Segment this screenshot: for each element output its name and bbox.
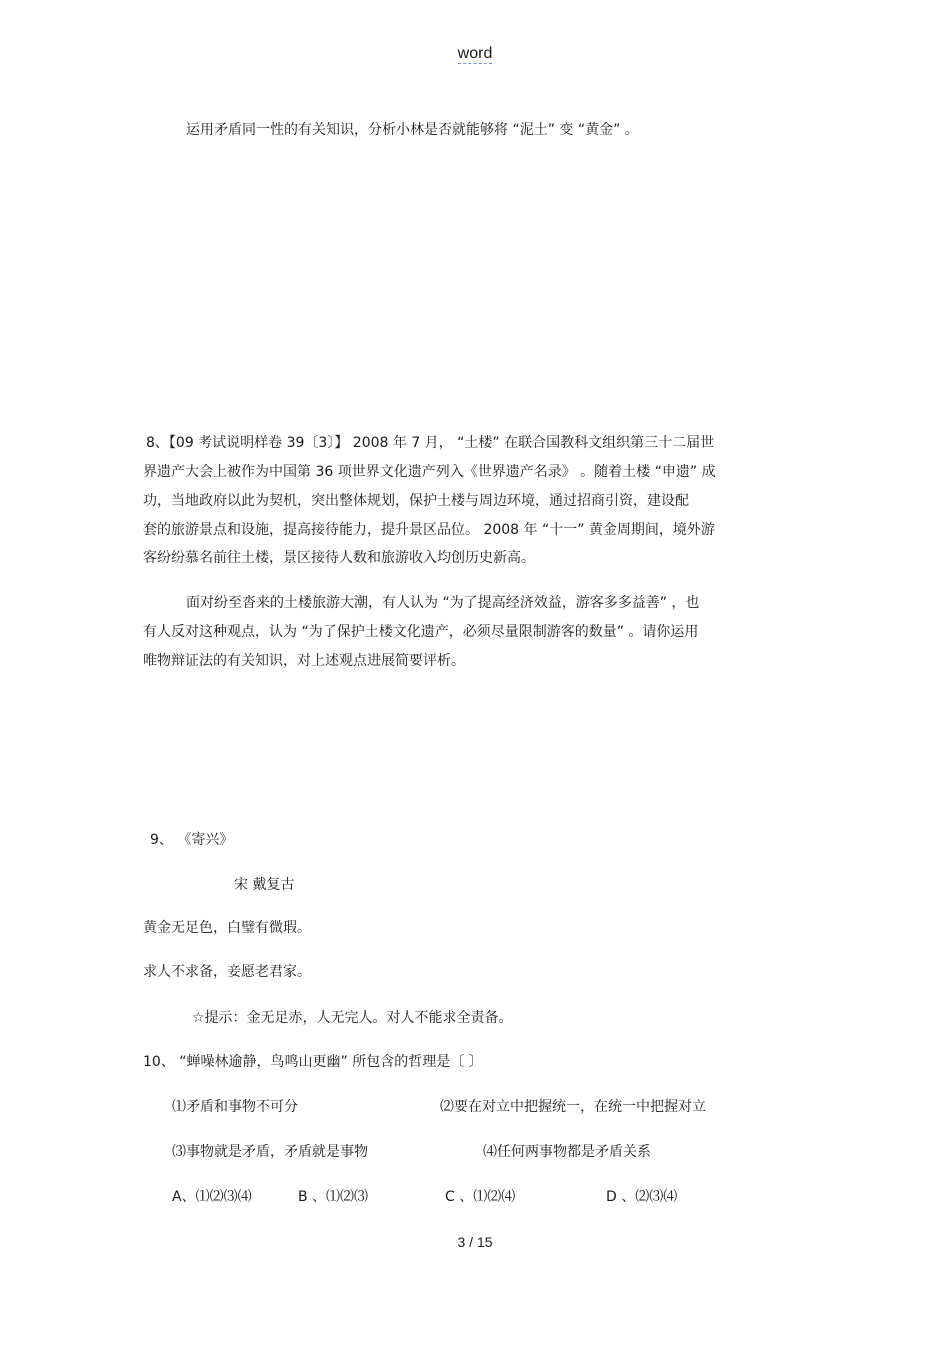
q8-line-2: 界遗产大会上被作为中国第 36 项世界文化遗产列入《世界遗产名录》 。随着土楼 “申遗” 成 xyxy=(143,464,716,480)
q8-para2-line-1: 面对纷至沓来的土楼旅游大潮，有人认为 “为了提高经济效益，游客多多益善” ，也 xyxy=(186,595,700,611)
q8-line-5: 客纷纷慕名前往土楼，景区接待人数和旅游收入均创历史新高。 xyxy=(143,550,535,566)
q8-line-3: 功，当地政府以此为契机，突出整体规划，保护土楼与周边环境，通过招商引资，建设配 xyxy=(143,493,689,509)
q10-option-1: ⑴矛盾和事物不可分 xyxy=(172,1099,298,1115)
q10-option-4: ⑷任何两事物都是矛盾关系 xyxy=(483,1144,651,1160)
q9-poem-line-2: 求人不求备，妾愿老君家。 xyxy=(143,964,311,980)
q10-choice-a: A、⑴⑵⑶⑷ xyxy=(172,1189,252,1205)
q8-line-1: 8、【09 考试说明样卷 39〔3〕】 2008 年 7 月， “土楼” 在联合国教科文组织第三十二届世 xyxy=(146,435,715,451)
q10-choice-c: C 、⑴⑵⑷ xyxy=(445,1189,516,1205)
header-title: word xyxy=(457,45,493,62)
q7-prompt: 运用矛盾同一性的有关知识，分析小林是否就能够将 “泥土” 变 “黄金” 。 xyxy=(186,122,639,138)
q9-author: 宋 戴复古 xyxy=(234,877,295,893)
q9-hint: ☆提示：金无足赤，人无完人。对人不能求全责备。 xyxy=(192,1010,513,1026)
q9-poem-line-1: 黄金无足色，白璧有微瑕。 xyxy=(143,920,311,936)
q8-para2-line-2: 有人反对这种观点，认为 “为了保护土楼文化遗产，必须尽量限制游客的数量” 。请你运用 xyxy=(143,624,699,640)
q8-para2-line-3: 唯物辩证法的有关知识，对上述观点进展简要评析。 xyxy=(143,653,465,669)
page-header xyxy=(0,44,950,64)
page-number: 3 / 15 xyxy=(457,1234,493,1250)
q10-stem: 10、 “蝉噪林逾静，鸟鸣山更幽” 所包含的哲理是〔 〕 xyxy=(143,1054,483,1070)
q10-choice-d: D 、⑵⑶⑷ xyxy=(606,1189,678,1205)
q10-option-3: ⑶事物就是矛盾，矛盾就是事物 xyxy=(172,1144,368,1160)
q8-line-4: 套的旅游景点和设施，提高接待能力，提升景区品位。 2008 年 “十一” 黄金周期间，境外游 xyxy=(143,522,715,538)
q10-option-2: ⑵要在对立中把握统一，在统一中把握对立 xyxy=(440,1099,706,1115)
q10-choice-b: B 、⑴⑵⑶ xyxy=(298,1189,369,1205)
q9-title: 9、 《寄兴》 xyxy=(150,832,234,848)
